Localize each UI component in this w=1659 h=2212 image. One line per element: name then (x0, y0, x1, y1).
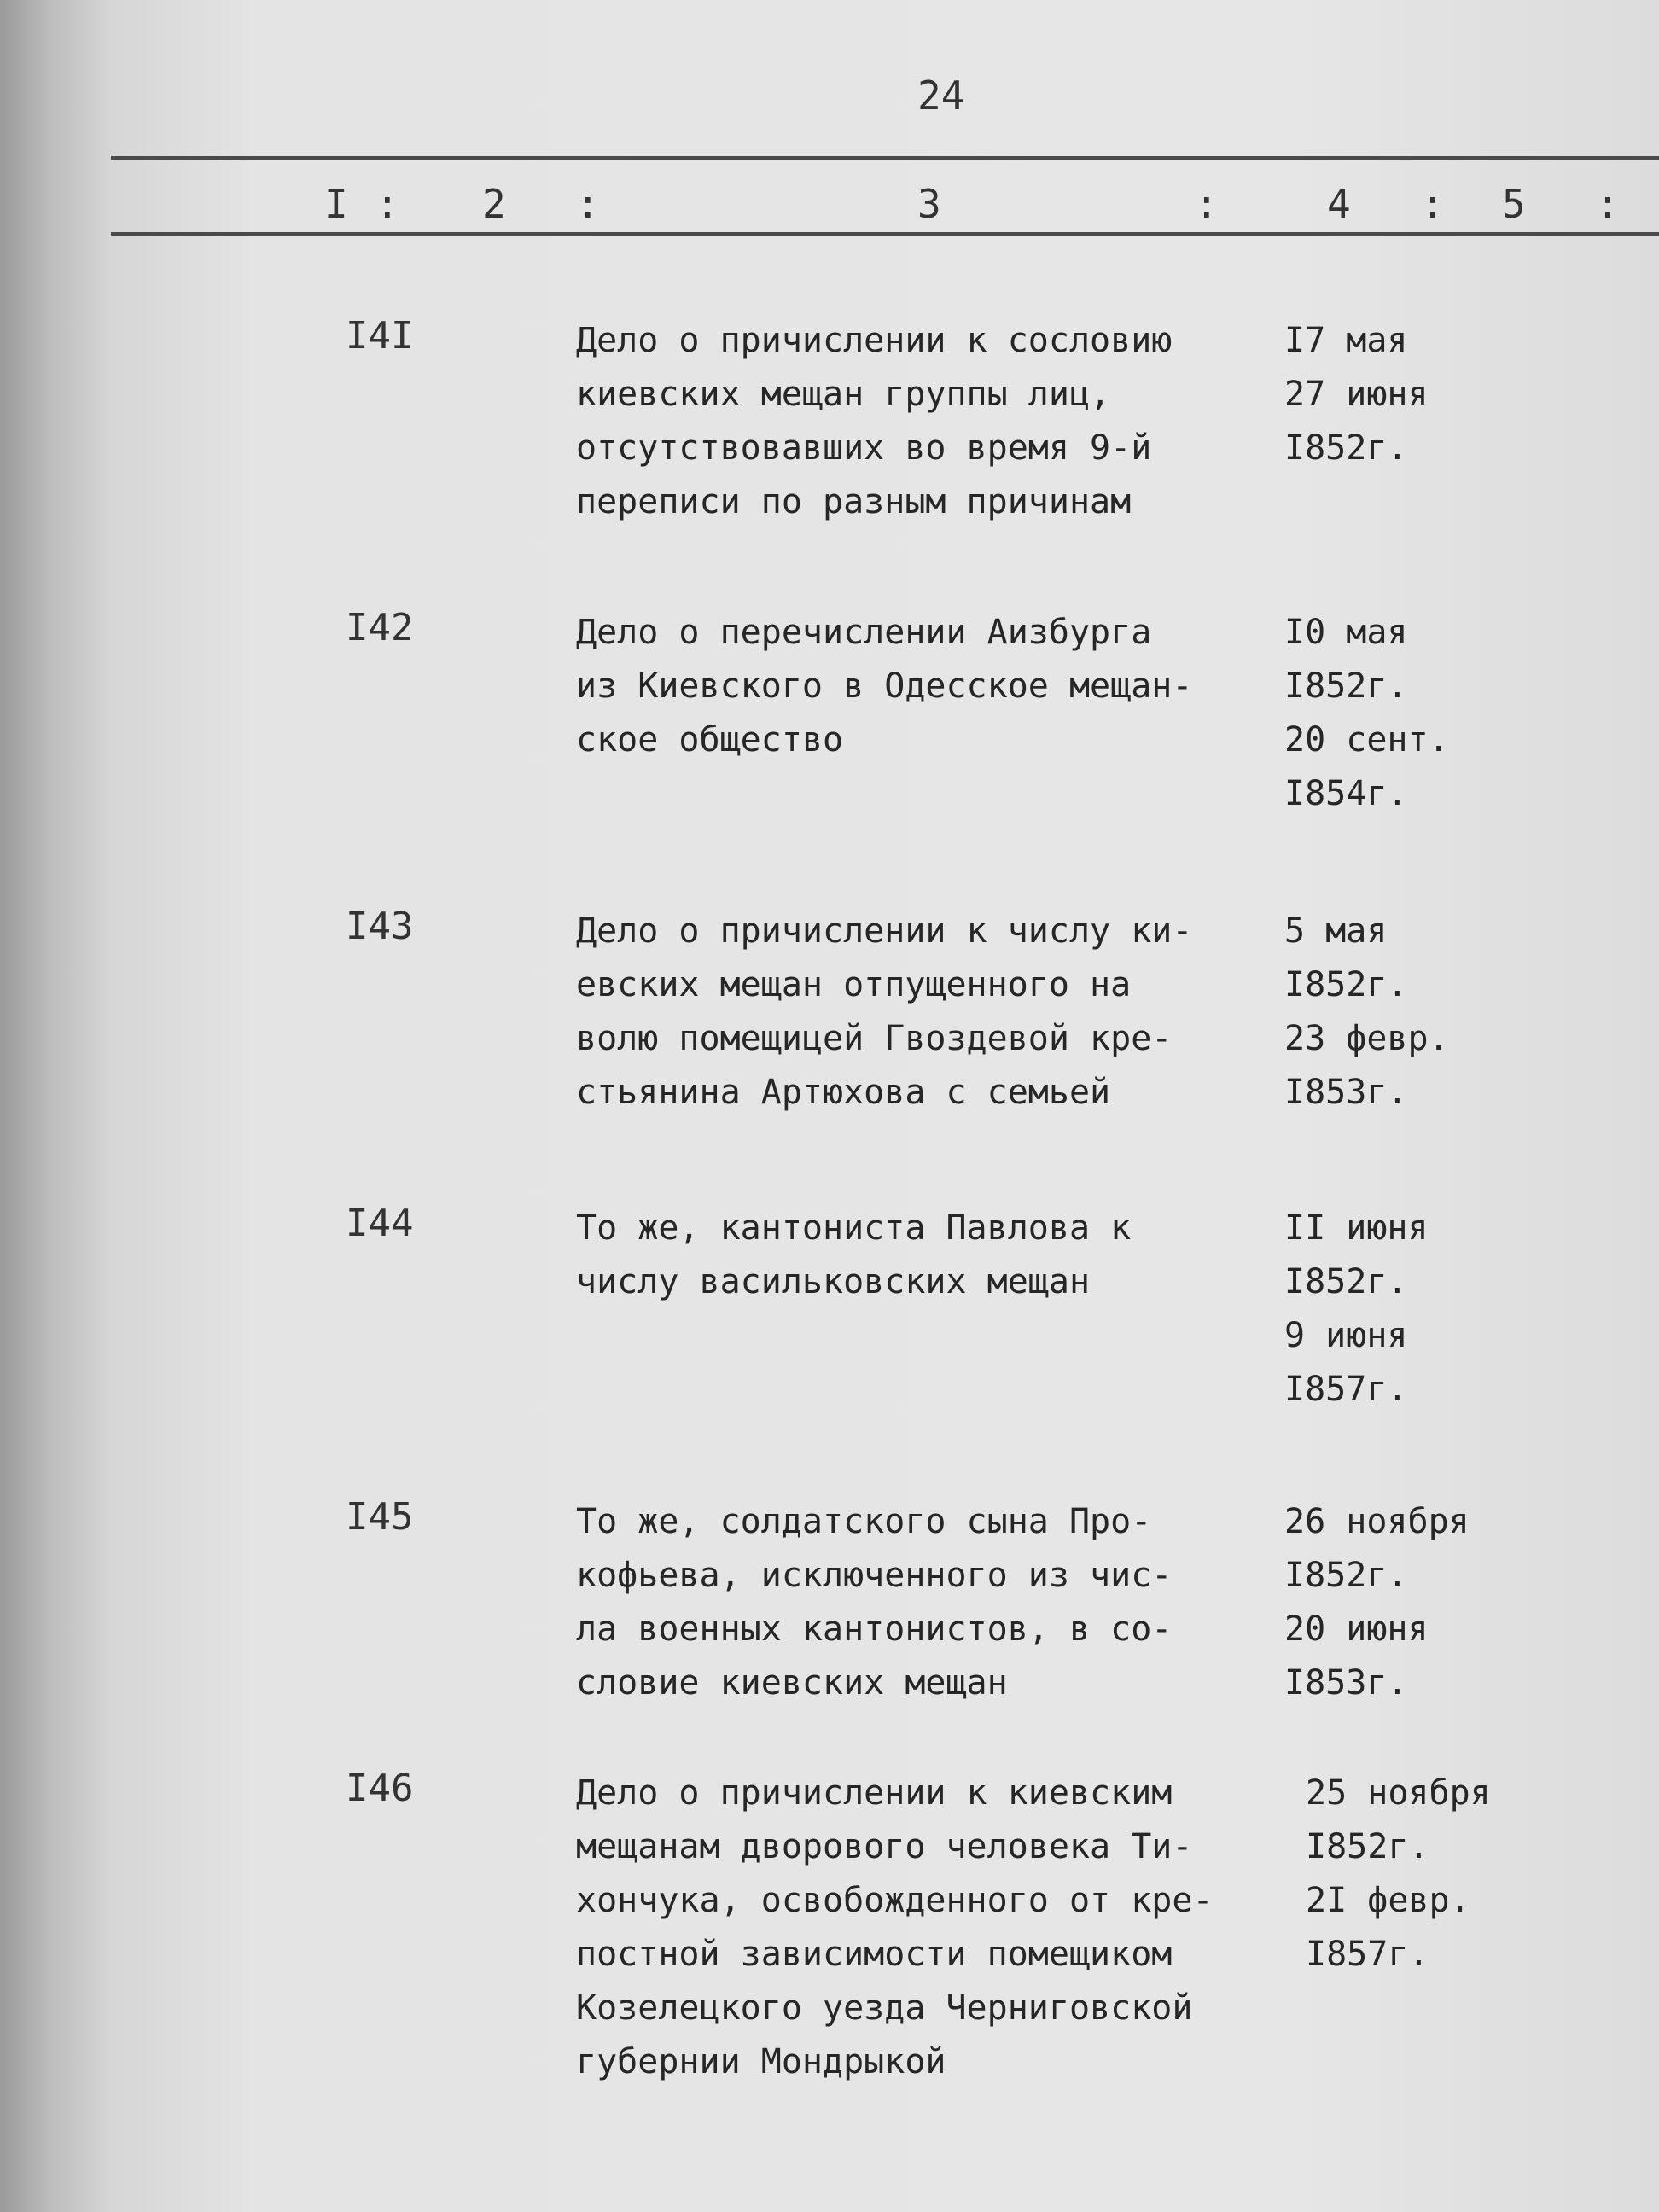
entry-dates: I7 мая 27 июня I852г. (1284, 321, 1429, 468)
entry-description: То же, кантониста Павлова к числу васильковских мещан (576, 1208, 1132, 1301)
column-separator: : (1596, 181, 1620, 227)
entry-number: I44 (346, 1202, 414, 1245)
column-header-5: 5 (1502, 181, 1526, 227)
column-separator: : (576, 181, 600, 227)
column-header-4: 4 (1327, 181, 1351, 227)
entry-description: Дело о перечислении Аизбурга из Киевского в Одесское мещан- ское общество (576, 613, 1193, 760)
column-separator: : (375, 181, 399, 227)
entry-dates: 5 мая I852г. 23 февр. I853г. (1284, 911, 1449, 1112)
entry-number: I42 (346, 606, 414, 649)
column-separator: : (1195, 181, 1219, 227)
table-header-rule (111, 232, 1659, 236)
entry-description: То же, солдатского сына Про- кофьева, исключенного из чис- ла военных кантонистов, в со- словие киевских мещан (576, 1502, 1173, 1703)
column-separator: : (1421, 181, 1445, 227)
entry-dates: I0 мая I852г. 20 сент. I854г. (1284, 613, 1449, 813)
entry-number: I45 (346, 1495, 414, 1539)
table-top-rule (111, 156, 1659, 160)
entry-number: I4I (346, 314, 414, 358)
entry-dates: II июня I852г. 9 июня I857г. (1284, 1208, 1429, 1409)
entry-dates: 26 ноября I852г. 20 июня I853г. (1284, 1502, 1470, 1703)
entry-description: Дело о причислении к киевским мещанам дворового человека Ти- хончука, освобожденного от кре- постной зависимости помещиком Козелецкого уезда Черниговской губернии Мондрыкой (576, 1773, 1214, 2081)
entry-description: Дело о причислении к числу ки- евских мещан отпущенного на волю помещицей Гвоздевой кре- стьянина Артюхова с семьей (576, 911, 1193, 1112)
entry-description: Дело о причислении к сословию киевских мещан группы лиц, отсутствовавших во время 9-й переписи по разным причинам (576, 321, 1173, 521)
entry-number: I46 (346, 1767, 414, 1810)
column-header-2: 2 (482, 181, 506, 227)
entry-number: I43 (346, 905, 414, 948)
column-header-1: I (324, 181, 348, 227)
page-number: 24 (917, 73, 965, 119)
column-header-3: 3 (917, 181, 941, 227)
entry-dates: 25 ноября I852г. 2I февр. I857г. (1306, 1773, 1491, 1974)
